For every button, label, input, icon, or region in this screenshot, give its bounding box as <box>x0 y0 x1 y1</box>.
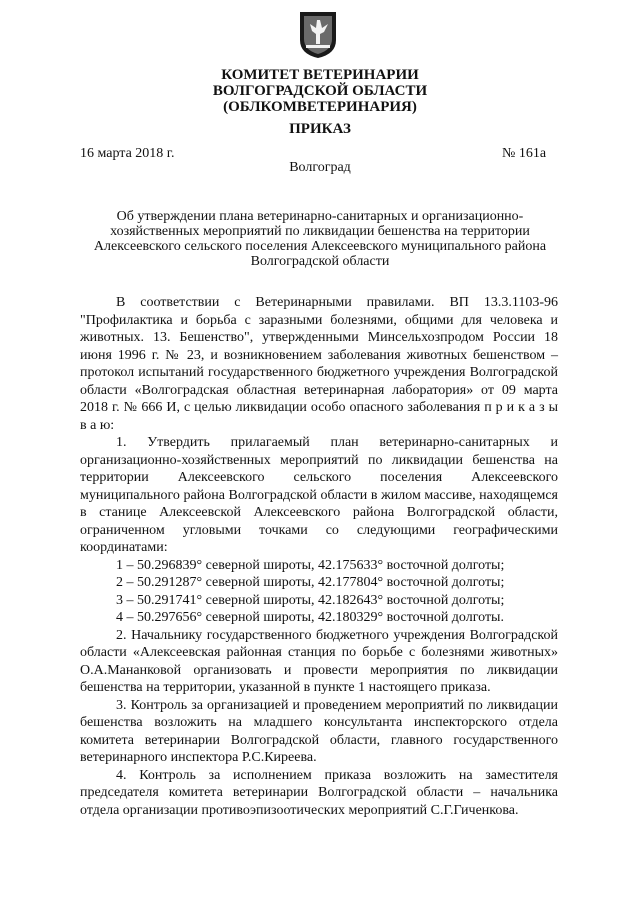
coordinate-point-3: 3 – 50.291741° северной широты, 42.182643° восточной долготы; <box>116 592 505 608</box>
document-city: Волгоград <box>289 160 351 175</box>
document-date: 16 марта 2018 г. <box>80 146 175 161</box>
document-number: № 161а <box>502 146 547 161</box>
preamble-paragraph: В соответствии с Ветеринарными правилами. ВП 13.3.1103-96 "Профилактика и борьба с заразными болезнями, общими для человека и животных. 13. Бешенство", утвержденными Минсельхозпродом России 18 июня 1996 г. № 23, и возникновением заболевания животных бешенством – протокол испытаний государственного бюджетного учреждения Волгоградской области «Волгоградская областная ветеринарная лаборатория» от 09 марта 2018 г. № 666 И, с целью ликвидации особо опасного заболевания п р и к а з ы в а ю: <box>80 295 558 433</box>
coordinate-point-1: 1 – 50.296839° северной широты, 42.175633° восточной долготы; <box>116 557 505 573</box>
document-body <box>80 294 558 819</box>
item-1-paragraph: 1. Утвердить прилагаемый план ветеринарно-санитарных и организационно-хозяйственных мероприятий по ликвидации бешенства на территории Алексеевского сельского поселения Алексеевского муниципального района Волгоградской области в жилом массиве, находящемся в станице Алексеевской Алексеевского района Волгоградской области, ограниченном угловыми точками со следующими географическими координатами: <box>80 435 558 555</box>
organization-abbreviation: (ОБЛКОМВЕТЕРИНАРИЯ) <box>223 99 417 115</box>
item-4-paragraph: 4. Контроль за исполнением приказа возложить на заместителя председателя комитета ветеринарии Волгоградской области – начальника отдела организации противоэпизоотических мероприятий С.Г.Гиченкова. <box>80 767 558 818</box>
organization-name-line2: ВОЛГОГРАДСКОЙ ОБЛАСТИ <box>212 83 428 99</box>
item-2-paragraph: 2. Начальнику государственного бюджетного учреждения Волгоградской области «Алексеевская районная станция по борьбе с болезнями животных» О.А.Мананковой организовать и провести мероприятия по ликвидации бешенства на территории, указанной в пункте 1 настоящего приказа. <box>80 627 558 695</box>
coat-of-arms-emblem <box>298 10 338 60</box>
document-type: ПРИКАЗ <box>289 121 351 137</box>
document-subject: Об утверждении плана ветеринарно-санитарных и организационно-хозяйственных мероприятий по ликвидации бешенства на территории Алексеевского сельского поселения Алексеевского муниципального района Волгоградской области <box>93 209 547 269</box>
organization-name-line1: КОМИТЕТ ВЕТЕРИНАРИИ <box>221 67 419 83</box>
item-3-paragraph: 3. Контроль за организацией и проведением мероприятий по ликвидации бешенства возложить на младшего консультанта инспекторского отдела комитета ветеринарии Волгоградской области, главного государственного ветеринарного инспектора Р.С.Киреева. <box>80 697 558 765</box>
coordinate-point-2: 2 – 50.291287° северной широты, 42.177804° восточной долготы; <box>116 575 505 590</box>
coordinate-point-4: 4 – 50.297656° северной широты, 42.180329° восточной долготы. <box>116 610 504 625</box>
